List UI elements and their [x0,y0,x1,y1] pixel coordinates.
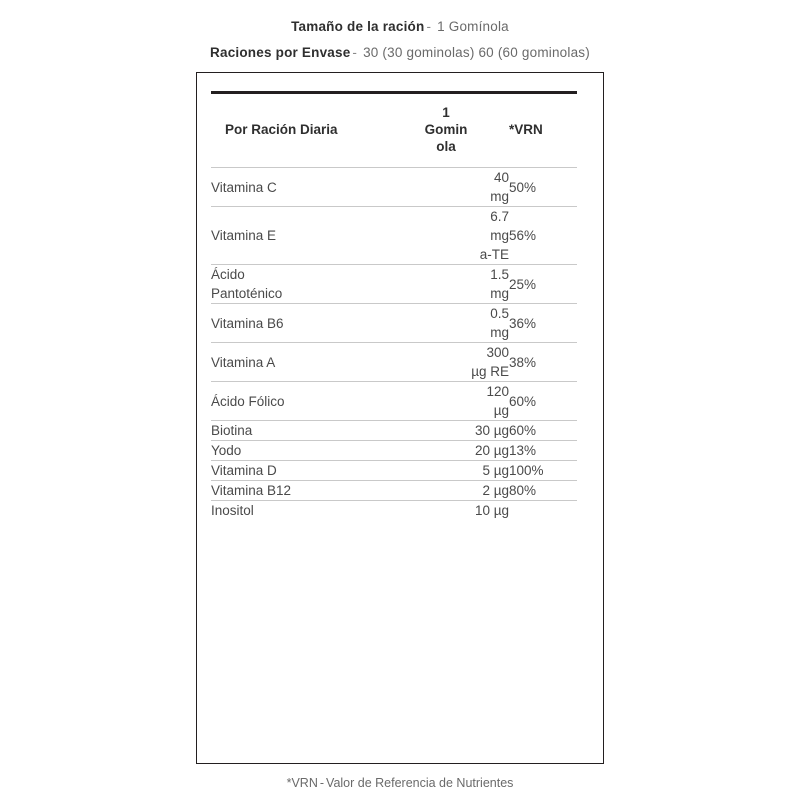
nutrient-amount: 6.7 mg a-TE [479,209,509,262]
nutrient-name: Ácido Pantoténico [211,267,283,301]
serving-size-label: Tamaño de la ración [291,19,425,34]
nutrient-amount: 20 µg [474,443,509,458]
nutrient-amount: 40 mg [490,170,509,204]
nutrient-vrn: 13% [509,443,537,458]
nutrient-vrn: 36% [509,315,537,331]
header-vrn: *VRN [509,122,543,137]
header-nutrient: Por Ración Diaria [225,122,338,137]
footnote-text: Valor de Referencia de Nutrientes [326,776,514,790]
nutrient-amount: 0.5 mg [490,306,509,340]
footnote-separator: - [319,776,325,790]
nutrient-amount: 30 µg [474,423,509,438]
serving-size-separator: - [426,19,432,34]
nutrient-amount: 120 µg [486,384,509,418]
serving-size-line [0,14,800,40]
header-amount-line3: ola [436,139,456,154]
table-row [211,441,577,460]
nutrient-name: Vitamina D [211,463,277,478]
nutrient-vrn: 60% [509,423,537,438]
nutrient-name: Biotina [211,423,253,438]
table-row [211,501,577,520]
header-amount-line2: Gomin [424,122,468,137]
table-row [211,421,577,440]
nutrient-vrn: 25% [509,276,537,292]
nutrient-name: Vitamina A [211,354,276,370]
nutrient-amount: 300 µg RE [471,345,509,379]
nutrient-name: Vitamina E [211,228,277,243]
nutrient-name: Yodo [211,443,242,458]
servings-per-container-separator: - [352,45,358,60]
nutrient-name: Inositol [211,503,254,518]
table-row [211,168,577,206]
nutrient-amount: 1.5 mg [490,267,509,301]
nutrient-vrn: 56% [509,228,537,243]
nutrient-name: Ácido Fólico [211,393,285,409]
nutrition-table-frame [196,72,604,764]
table-header-row [211,94,577,167]
nutrient-vrn: 80% [509,483,537,498]
footnote-abbrev: *VRN [286,776,318,790]
table-row [211,265,577,303]
nutrient-vrn: 100% [509,463,544,478]
nutrient-amount: 5 µg [482,463,509,478]
serving-info [0,0,800,66]
servings-per-container-line [0,40,800,66]
serving-size-value: 1 Gomínola [437,19,509,34]
nutrient-amount: 2 µg [482,483,509,498]
table-row [211,461,577,480]
servings-per-container-label: Raciones por Envase [210,45,351,60]
nutrient-vrn: 50% [509,179,537,195]
nutrition-table-body [211,91,577,520]
table-row [211,481,577,500]
table-row [211,304,577,342]
nutrient-name: Vitamina B6 [211,315,284,331]
nutrient-vrn [509,501,577,520]
header-amount-line1: 1 [442,105,450,120]
nutrient-name: Vitamina B12 [211,483,292,498]
footnote [0,776,800,790]
header-amount [397,94,509,167]
nutrient-name: Vitamina C [211,179,277,195]
nutrient-vrn: 38% [509,354,537,370]
nutrient-vrn: 60% [509,393,537,409]
table-row [211,343,577,381]
table-row [211,382,577,420]
nutrition-table [211,91,577,520]
servings-per-container-value: 30 (30 gominolas) 60 (60 gominolas) [363,45,590,60]
nutrient-amount: 10 µg [474,503,509,518]
table-row [211,207,577,264]
